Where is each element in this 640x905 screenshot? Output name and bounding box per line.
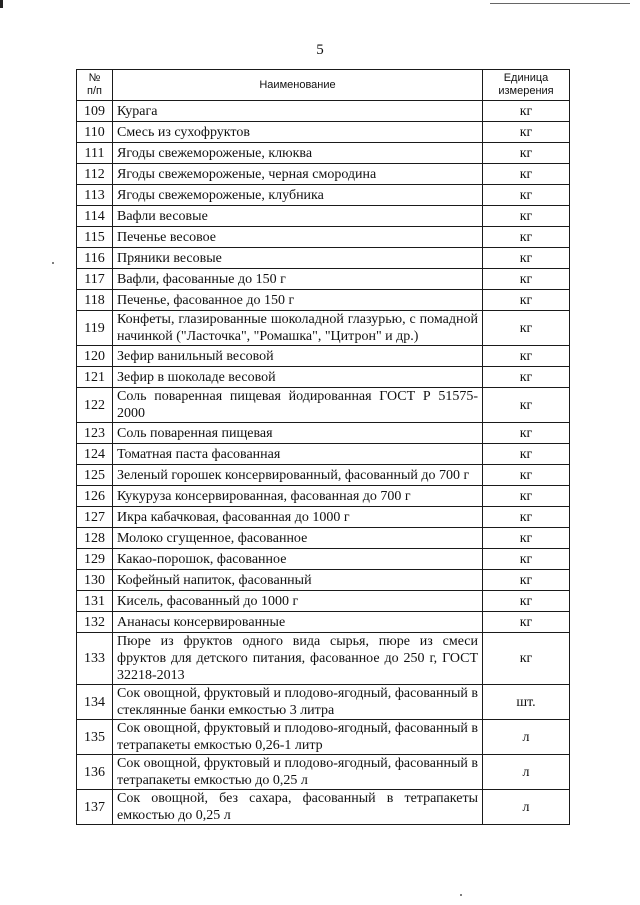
row-unit: кг [483, 122, 570, 143]
scan-edge-mark [0, 0, 3, 8]
row-unit: кг [483, 388, 570, 423]
row-number: 130 [77, 570, 113, 591]
header-num-line2: п/п [87, 85, 102, 97]
row-number: 109 [77, 101, 113, 122]
table-row [77, 388, 570, 423]
table-row [77, 633, 570, 685]
row-unit: кг [483, 507, 570, 528]
row-unit: л [483, 720, 570, 755]
row-unit: кг [483, 528, 570, 549]
table-row [77, 591, 570, 612]
page-number: 5 [316, 42, 324, 58]
row-number: 110 [77, 122, 113, 143]
header-num-line1: № [88, 72, 101, 84]
row-number: 134 [77, 685, 113, 720]
table-row [77, 311, 570, 346]
row-name: Сок овощной, без сахара, фасованный в тетрапакеты емкостью до 0,25 л [113, 790, 483, 825]
row-name: Какао-порошок, фасованное [113, 549, 483, 570]
row-name: Конфеты, глазированные шоколадной глазурью, с помадной начинкой ("Ласточка", "Ромашка", "Цитрон" и др.) [113, 311, 483, 346]
row-unit: кг [483, 570, 570, 591]
table-row [77, 486, 570, 507]
row-name: Смесь из сухофруктов [113, 122, 483, 143]
row-number: 131 [77, 591, 113, 612]
header-row [77, 70, 570, 101]
row-name: Томатная паста фасованная [113, 444, 483, 465]
table-row [77, 290, 570, 311]
row-name: Курага [113, 101, 483, 122]
row-unit: кг [483, 367, 570, 388]
table-row [77, 367, 570, 388]
row-unit: кг [483, 206, 570, 227]
row-unit: кг [483, 185, 570, 206]
row-unit: кг [483, 269, 570, 290]
row-name: Соль поваренная пищевая йодированная ГОСТ Р 51575-2000 [113, 388, 483, 423]
row-name: Соль поваренная пищевая [113, 423, 483, 444]
row-unit: шт. [483, 685, 570, 720]
row-unit: кг [483, 143, 570, 164]
row-number: 126 [77, 486, 113, 507]
row-unit: л [483, 755, 570, 790]
table-row [77, 227, 570, 248]
row-number: 114 [77, 206, 113, 227]
row-name: Ягоды свежемороженые, черная смородина [113, 164, 483, 185]
row-number: 128 [77, 528, 113, 549]
row-name: Зефир в шоколаде весовой [113, 367, 483, 388]
row-name: Зефир ванильный весовой [113, 346, 483, 367]
table-row [77, 423, 570, 444]
row-unit: кг [483, 591, 570, 612]
row-name: Пюре из фруктов одного вида сырья, пюре из смеси фруктов для детского питания, фасованное до 250 г, ГОСТ 32218-2013 [113, 633, 483, 685]
row-name: Молоко сгущенное, фасованное [113, 528, 483, 549]
table-row [77, 507, 570, 528]
row-unit: кг [483, 311, 570, 346]
row-number: 127 [77, 507, 113, 528]
row-number: 122 [77, 388, 113, 423]
row-number: 117 [77, 269, 113, 290]
row-number: 137 [77, 790, 113, 825]
table-row [77, 143, 570, 164]
row-unit: кг [483, 612, 570, 633]
row-unit: л [483, 790, 570, 825]
table-body [77, 101, 570, 825]
scan-top-line [490, 3, 630, 4]
table-row [77, 206, 570, 227]
table-header [77, 70, 570, 101]
scan-speck [460, 894, 462, 896]
row-number: 132 [77, 612, 113, 633]
table-row [77, 185, 570, 206]
row-number: 111 [77, 143, 113, 164]
table-row [77, 465, 570, 486]
table-row [77, 248, 570, 269]
row-number: 119 [77, 311, 113, 346]
row-name: Кофейный напиток, фасованный [113, 570, 483, 591]
row-name: Вафли весовые [113, 206, 483, 227]
table-row [77, 790, 570, 825]
table-row [77, 269, 570, 290]
row-number: 133 [77, 633, 113, 685]
table-row [77, 685, 570, 720]
row-name: Ягоды свежемороженые, клюква [113, 143, 483, 164]
row-number: 124 [77, 444, 113, 465]
row-name: Кукуруза консервированная, фасованная до 700 г [113, 486, 483, 507]
row-number: 118 [77, 290, 113, 311]
table-row [77, 612, 570, 633]
row-number: 112 [77, 164, 113, 185]
row-unit: кг [483, 465, 570, 486]
row-number: 123 [77, 423, 113, 444]
row-name: Икра кабачковая, фасованная до 1000 г [113, 507, 483, 528]
row-number: 115 [77, 227, 113, 248]
row-unit: кг [483, 227, 570, 248]
table-row [77, 528, 570, 549]
table-row [77, 444, 570, 465]
row-name: Пряники весовые [113, 248, 483, 269]
row-unit: кг [483, 444, 570, 465]
header-unit-line2: измерения [498, 85, 554, 97]
row-unit: кг [483, 486, 570, 507]
row-number: 136 [77, 755, 113, 790]
goods-table [76, 69, 570, 825]
row-unit: кг [483, 248, 570, 269]
row-number: 129 [77, 549, 113, 570]
scan-speck [52, 262, 54, 264]
row-name: Сок овощной, фруктовый и плодово-ягодный, фасованный в тетрапакеты емкостью 0,26-1 литр [113, 720, 483, 755]
row-unit: кг [483, 633, 570, 685]
header-unit-line1: Единица [503, 72, 549, 84]
row-name: Сок овощной, фруктовый и плодово-ягодный, фасованный в тетрапакеты емкостью до 0,25 л [113, 755, 483, 790]
row-name: Зеленый горошек консервированный, фасованный до 700 г [113, 465, 483, 486]
header-num [77, 70, 113, 101]
header-unit [483, 70, 570, 101]
table-row [77, 570, 570, 591]
table-row [77, 549, 570, 570]
table-row [77, 122, 570, 143]
table-row [77, 755, 570, 790]
row-number: 120 [77, 346, 113, 367]
table-row [77, 101, 570, 122]
row-number: 116 [77, 248, 113, 269]
row-number: 125 [77, 465, 113, 486]
row-unit: кг [483, 101, 570, 122]
row-number: 135 [77, 720, 113, 755]
table-row [77, 164, 570, 185]
row-name: Печенье весовое [113, 227, 483, 248]
row-unit: кг [483, 423, 570, 444]
row-name: Печенье, фасованное до 150 г [113, 290, 483, 311]
row-unit: кг [483, 549, 570, 570]
row-number: 121 [77, 367, 113, 388]
table-row [77, 346, 570, 367]
row-name: Сок овощной, фруктовый и плодово-ягодный, фасованный в стеклянные банки емкостью 3 литра [113, 685, 483, 720]
row-name: Ягоды свежемороженые, клубника [113, 185, 483, 206]
row-unit: кг [483, 290, 570, 311]
header-name: Наименование [113, 70, 483, 101]
row-name: Ананасы консервированные [113, 612, 483, 633]
row-unit: кг [483, 164, 570, 185]
row-name: Кисель, фасованный до 1000 г [113, 591, 483, 612]
row-unit: кг [483, 346, 570, 367]
row-number: 113 [77, 185, 113, 206]
table-row [77, 720, 570, 755]
row-name: Вафли, фасованные до 150 г [113, 269, 483, 290]
